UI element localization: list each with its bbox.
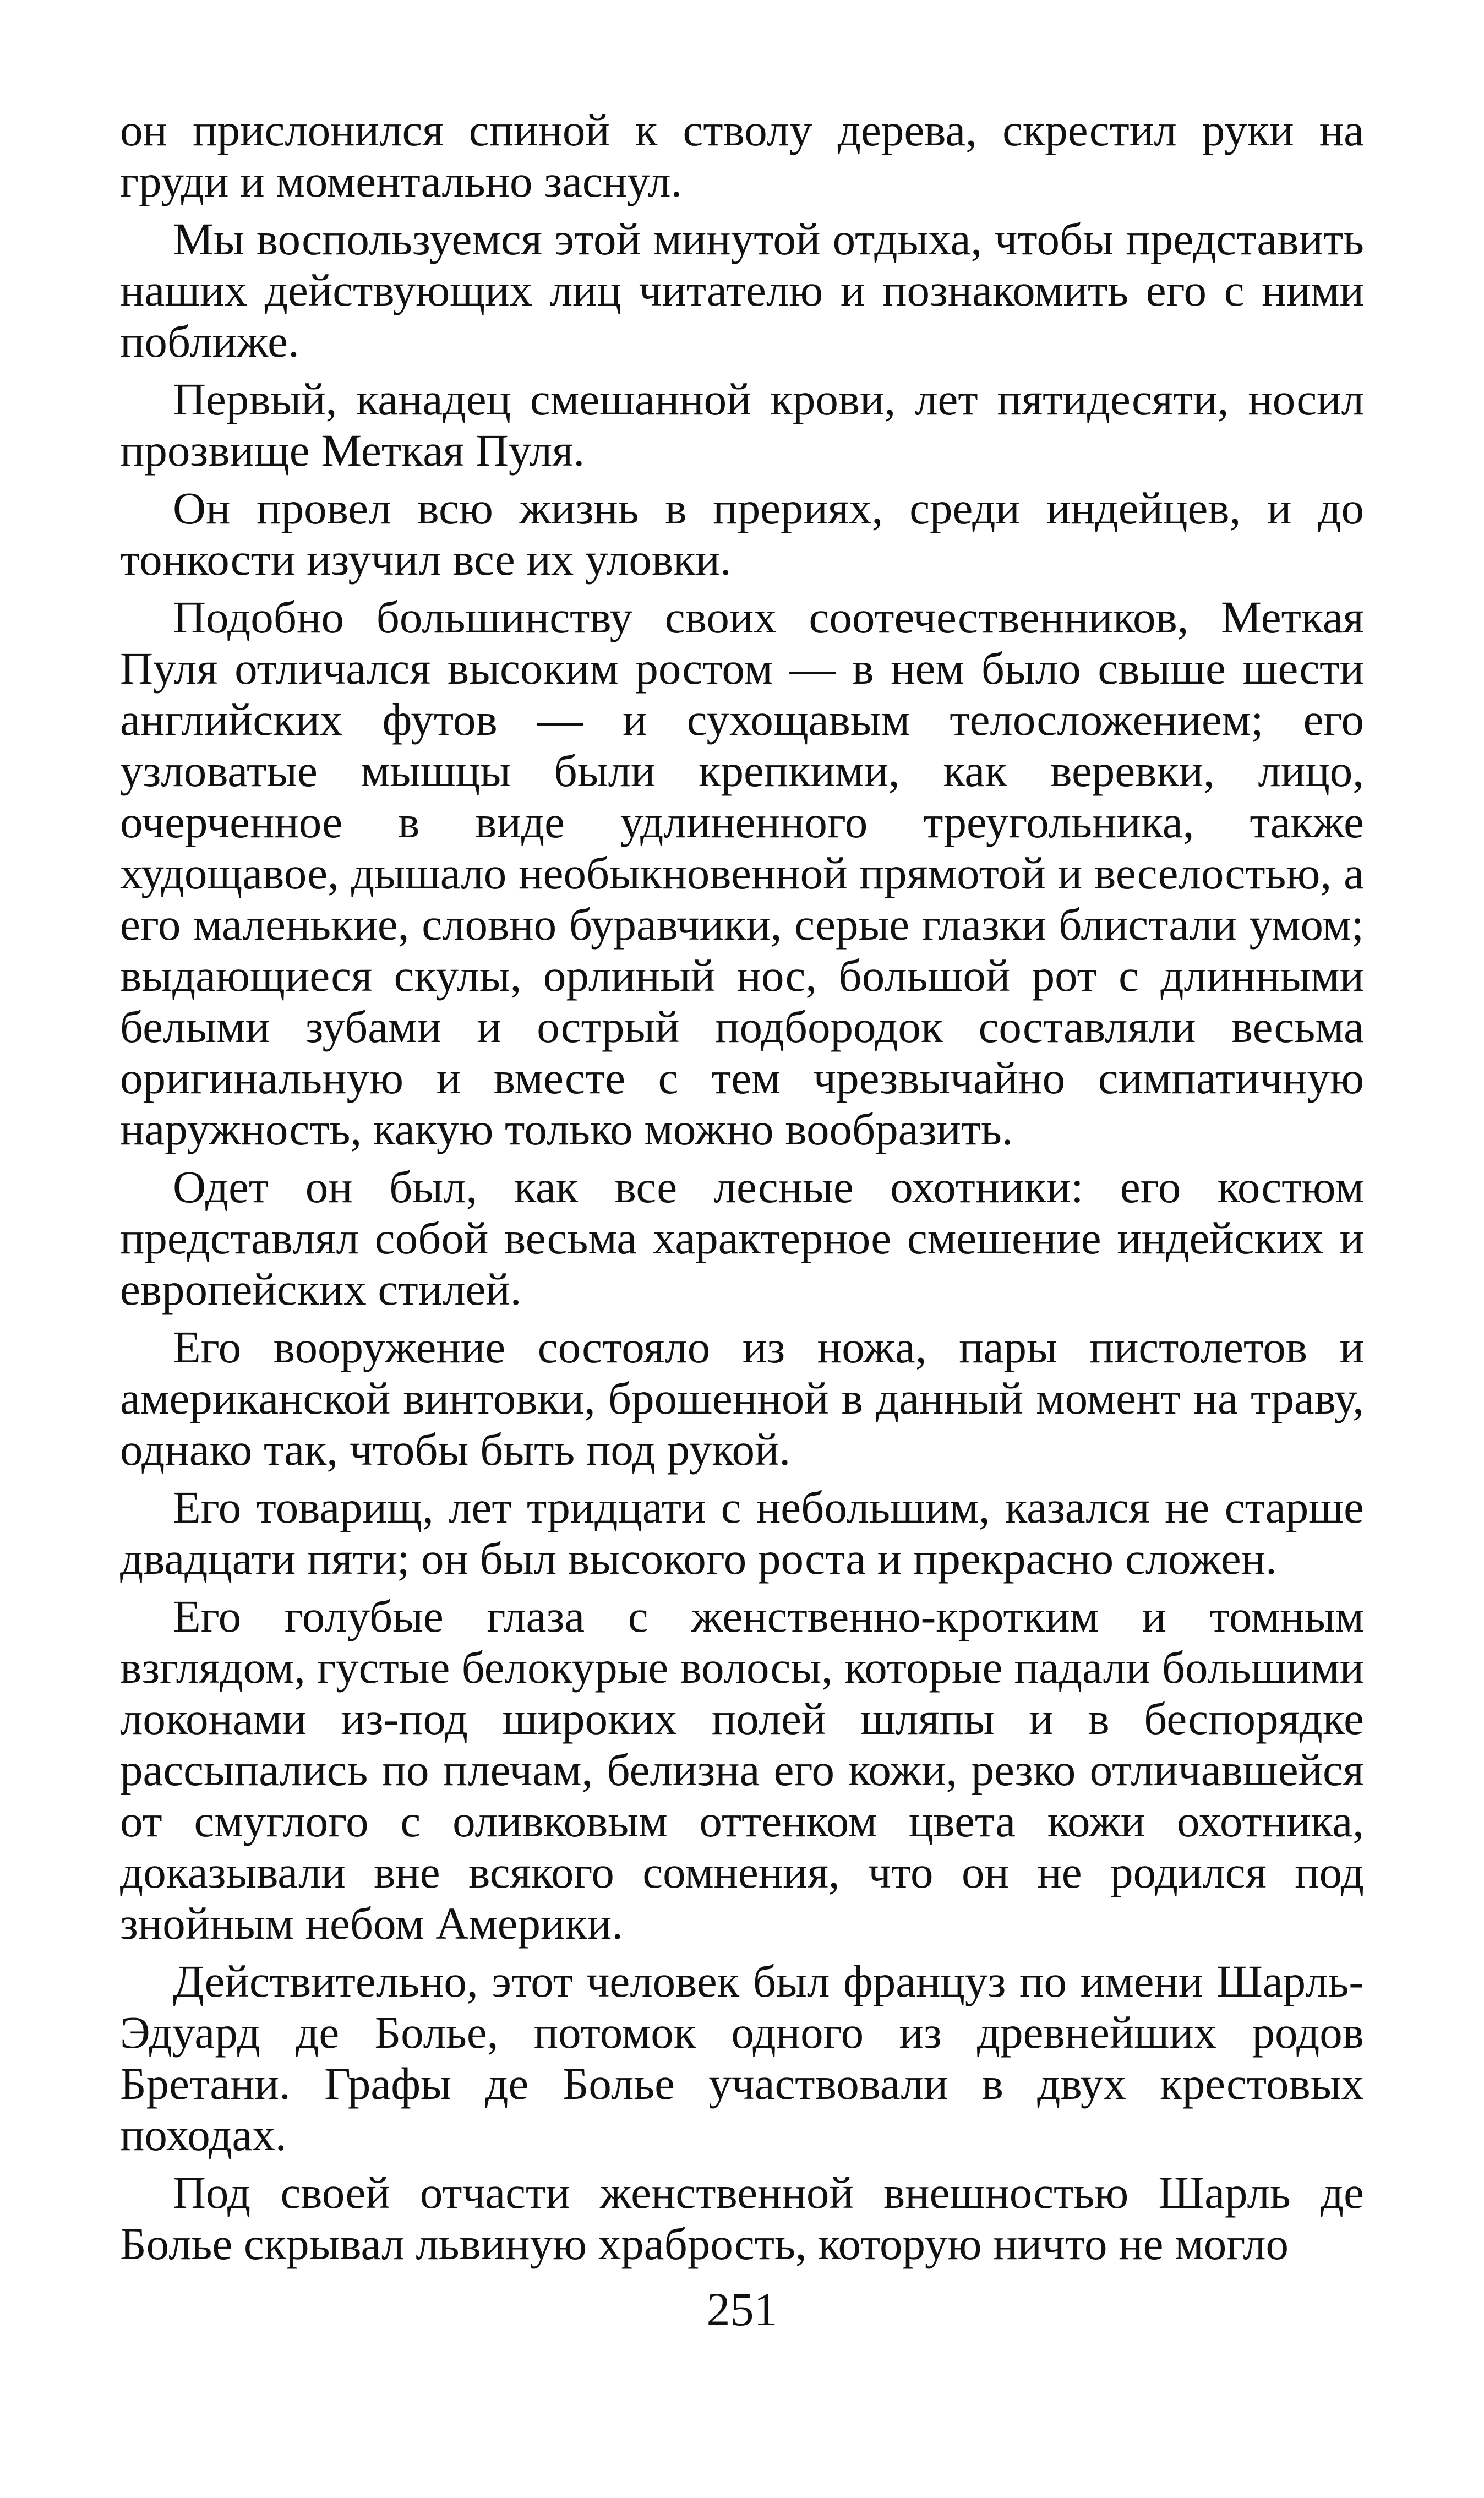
paragraph-11: Под своей отчасти женственной внешностью Шарль де Болье скрывал львиную храбрость, которую ничто не могло <box>120 2167 1364 2269</box>
page-number: 251 <box>706 2283 778 2336</box>
paragraph-4: Он провел всю жизнь в прериях, среди индейцев, и до тонкости изучил все их уловки. <box>120 483 1364 585</box>
paragraph-1: он прислонился спиной к стволу дерева, скрестил руки на груди и моментально заснул. <box>120 105 1364 206</box>
paragraph-10: Действительно, этот человек был француз по имени Шарль-Эдуард де Болье, потомок одного из древнейших родов Бретани. Графы де Болье участвовали в двух крестовых походах. <box>120 1956 1364 2160</box>
paragraph-9: Его голубые глаза с женственно-кротким и томным взглядом, густые белокурые волосы, которые падали большими локонами из-под широких полей шляпы и в беспорядке рассыпались по плечам, белизна его кожи, резко отличавшейся от смуглого с оливковым оттенком цвета кожи охотника, доказывали вне всякого сомнения, что он не родился под знойным небом Америки. <box>120 1591 1364 1949</box>
paragraph-8: Его товарищ, лет тридцати с небольшим, казался не старше двадцати пяти; он был высокого роста и прекрасно сложен. <box>120 1482 1364 1584</box>
paragraph-5: Подобно большинству своих соотечественников, Меткая Пуля отличался высоким ростом — в нем было свыше шести английских футов — и сухощавым телосложением; его узловатые мышцы были крепкими, как веревки, лицо, очерченное в виде удлиненного треугольника, также худощавое, дышало необыкновенной прямотой и веселостью, а его маленькие, словно буравчики, серые глазки блистали умом; выдающиеся скулы, орлиный нос, большой рот с длинными белыми зубами и острый подбородок составляли весьма оригинальную и вместе с тем чрезвычайно симпатичную наружность, какую только можно вообразить. <box>120 592 1364 1154</box>
paragraph-6: Одет он был, как все лесные охотники: его костюм представлял собой весьма характерное смешение индейских и европейских стилей. <box>120 1161 1364 1315</box>
paragraph-3: Первый, канадец смешанной крови, лет пятидесяти, носил прозвище Меткая Пуля. <box>120 374 1364 476</box>
paragraph-2: Мы воспользуемся этой минутой отдыха, чтобы представить наших действующих лиц читателю и познакомить его с ними поближе. <box>120 214 1364 367</box>
paragraph-7: Его вооружение состояло из ножа, пары пистолетов и американской винтовки, брошенной в данный момент на траву, однако так, чтобы быть под рукой. <box>120 1322 1364 1475</box>
page-body-text <box>120 105 1364 2276</box>
